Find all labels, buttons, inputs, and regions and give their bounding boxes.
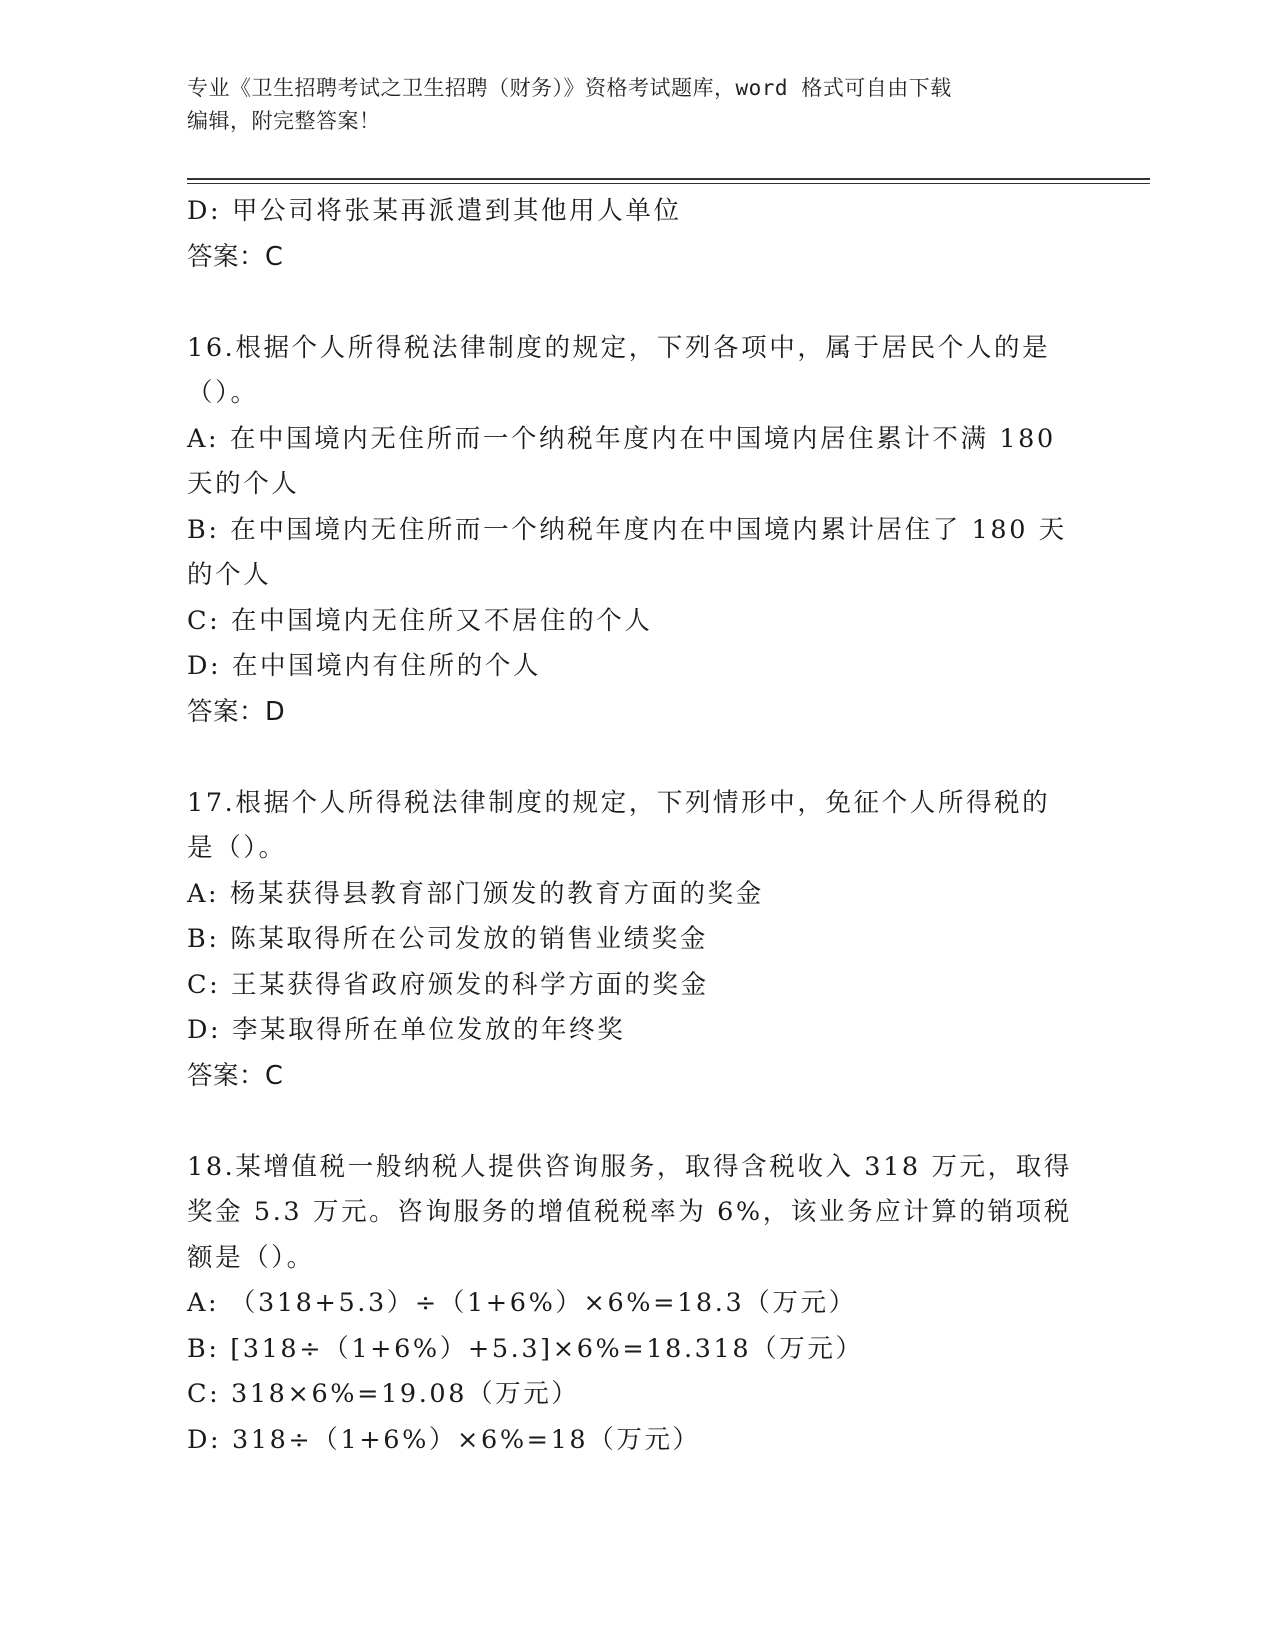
option-line: 天的个人 — [187, 469, 300, 499]
question-stem: 奖金 5.3 万元。咨询服务的增值税税率为 6%，该业务应计算的销项税 — [187, 1197, 1072, 1227]
block-spacer — [187, 735, 1087, 781]
document-header — [187, 72, 1067, 138]
question-list — [187, 189, 1087, 1463]
header-divider-thin — [187, 183, 1150, 184]
header-line-1: 专业《卫生招聘考试之卫生招聘（财务）》资格考试题库，word 格式可自由下载 — [187, 76, 952, 100]
answer-line: 答案：C — [187, 1060, 284, 1091]
answer-line: 答案：C — [187, 241, 284, 272]
option-line: D: 在中国境内有住所的个人 — [187, 651, 542, 681]
option-line: C: 在中国境内无住所又不居住的个人 — [187, 605, 653, 636]
question-stem: 是（）。 — [187, 833, 287, 863]
question-16 — [187, 326, 1087, 736]
option-line: B: 在中国境内无住所而一个纳税年度内在中国境内累计居住了 180 天 — [187, 514, 1067, 545]
option-line: D: 甲公司将张某再派遣到其他用人单位 — [187, 196, 682, 226]
question-stem: 17.根据个人所得税法律制度的规定，下列情形中，免征个人所得税的 — [187, 787, 1051, 818]
option-line: 的个人 — [187, 560, 272, 590]
option-line: D: 318÷（1+6%）×6%=18（万元） — [187, 1424, 701, 1455]
option-line: B: [318÷（1+6%）+5.3]×6%=18.318（万元） — [187, 1333, 864, 1364]
option-line: A: 在中国境内无住所而一个纳税年度内在中国境内居住累计不满 180 — [187, 423, 1056, 454]
block-spacer — [187, 280, 1087, 326]
question-18 — [187, 1145, 1087, 1464]
header-divider-thick — [187, 178, 1150, 180]
option-line: C: 王某获得省政府颁发的科学方面的奖金 — [187, 969, 709, 1000]
question-stem: 16.根据个人所得税法律制度的规定，下列各项中，属于居民个人的是 — [187, 332, 1051, 363]
question-17 — [187, 781, 1087, 1100]
question-stem: （）。 — [187, 378, 259, 408]
question-stem: 18.某增值税一般纳税人提供咨询服务，取得含税收入 318 万元，取得 — [187, 1151, 1072, 1182]
question-stem: 额是（）。 — [187, 1242, 315, 1273]
question-block — [187, 189, 1087, 280]
option-line: C: 318×6%=19.08（万元） — [187, 1379, 580, 1409]
option-line: D: 李某取得所在单位发放的年终奖 — [187, 1015, 626, 1045]
option-line: B: 陈某取得所在公司发放的销售业绩奖金 — [187, 924, 708, 954]
option-line: A: （318+5.3）÷（1+6%）×6%=18.3（万元） — [187, 1288, 857, 1318]
block-spacer — [187, 1099, 1087, 1145]
header-line-2: 编辑，附完整答案！ — [187, 109, 381, 133]
option-line: A: 杨某获得县教育部门颁发的教育方面的奖金 — [187, 878, 764, 909]
answer-line: 答案：D — [187, 696, 286, 727]
